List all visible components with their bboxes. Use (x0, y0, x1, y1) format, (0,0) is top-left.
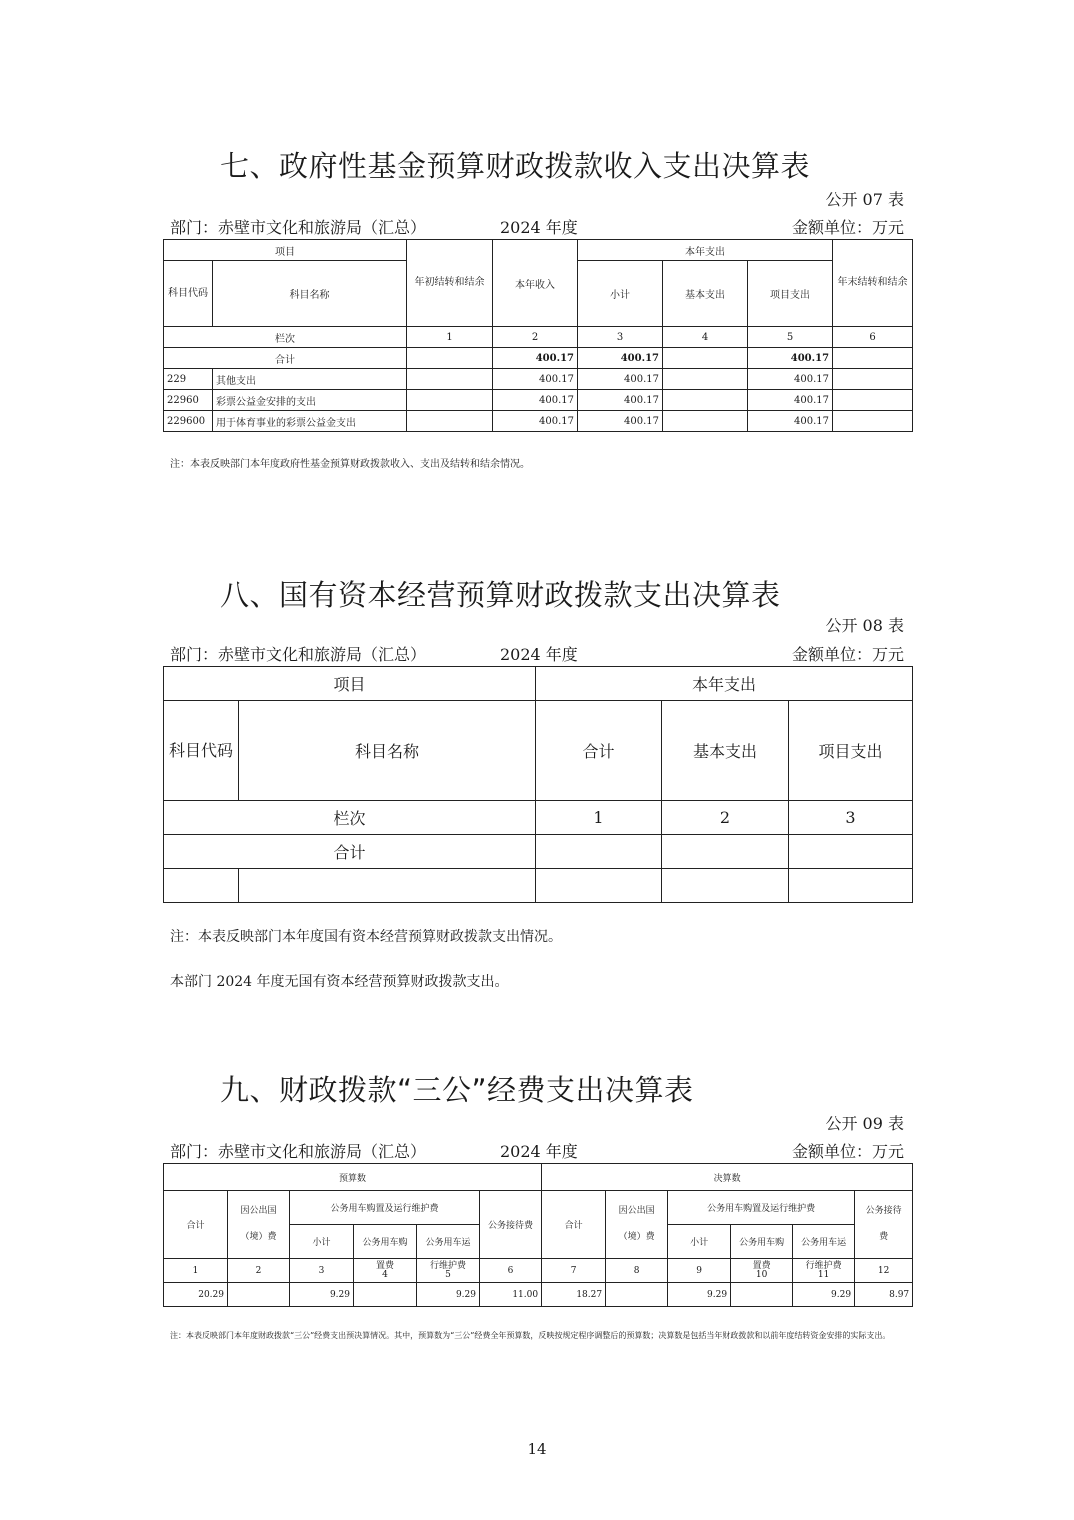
section7-table-code: 公开 07 表 (825, 190, 904, 209)
cell-begin (407, 411, 493, 432)
empty-cell (536, 869, 662, 903)
column-number: 1 (407, 327, 493, 348)
value-cell: 11.00 (480, 1283, 542, 1307)
empty-cell (164, 869, 239, 903)
column-number: 6 (480, 1259, 542, 1283)
section7-meta (170, 215, 904, 238)
header-begin-balance: 年初结转和结余 (407, 240, 493, 327)
header-subtotal: 小计 (668, 1225, 731, 1259)
value-cell: 8.97 (855, 1283, 913, 1307)
header-car-buy-line2: 置费 (375, 1260, 394, 1271)
amount-unit: 金额单位：万元 (791, 645, 904, 664)
column-number: 3 (290, 1259, 354, 1283)
header-total: 合计 (536, 701, 662, 801)
column-number (417, 1259, 480, 1283)
subject-name: 彩票公益金安排的支出 (213, 390, 407, 411)
fiscal-year: 2024 年度 (500, 1142, 578, 1161)
state-capital-table (163, 666, 913, 903)
section9-title: 九、财政拨款“三公”经费支出决算表 (220, 1073, 694, 1107)
three-public-expense-table (163, 1163, 913, 1307)
section7-note: 注：本表反映部门本年度政府性基金预算财政拨款收入、支出及结转和结余情况。 (170, 459, 530, 470)
value-cell (606, 1283, 668, 1307)
header-end-balance: 年末结转和结余 (833, 240, 913, 327)
column-number (731, 1259, 793, 1283)
amount-unit: 金额单位：万元 (791, 218, 904, 237)
value-cell: 9.29 (290, 1283, 354, 1307)
empty-cell (239, 869, 536, 903)
column-number (354, 1259, 417, 1283)
cell-income: 400.17 (493, 390, 578, 411)
department: 部门：赤壁市文化和旅游局（汇总） (170, 645, 427, 664)
header-budget: 预算数 (164, 1164, 542, 1191)
header-car: 公务用车购置及运行维护费 (290, 1191, 480, 1225)
header-reception (855, 1191, 913, 1259)
header-income: 本年收入 (493, 240, 578, 327)
section8-note: 注：本表反映部门本年度国有资本经营预算财政拨款支出情况。 (170, 929, 562, 945)
section8-table-code: 公开 08 表 (825, 616, 904, 635)
cell-subtotal: 400.17 (578, 369, 663, 390)
department: 部门：赤壁市文化和旅游局（汇总） (170, 218, 427, 237)
empty-cell (662, 869, 789, 903)
column-number: 3 (578, 327, 663, 348)
table-row (164, 869, 913, 903)
column-number: 3 (789, 801, 913, 835)
header-reception: 公务接待费 (480, 1191, 542, 1259)
value-cell: 18.27 (542, 1283, 606, 1307)
section8-note2: 本部门 2024 年度无国有资本经营预算财政拨款支出。 (170, 974, 509, 990)
total-begin (407, 348, 493, 369)
cell-project: 400.17 (748, 369, 833, 390)
column-number-value: 4 (382, 1269, 388, 1280)
header-subject-name: 科目名称 (239, 701, 536, 801)
table-row (164, 390, 913, 411)
column-number: 1 (164, 1259, 228, 1283)
page-number: 14 (527, 1440, 547, 1458)
header-car-run: 公务用车运 (793, 1225, 855, 1259)
cell-end (833, 369, 913, 390)
total-project: 400.17 (748, 348, 833, 369)
header-expense: 本年支出 (536, 667, 913, 701)
header-project: 项目支出 (748, 261, 833, 327)
department: 部门：赤壁市文化和旅游局（汇总） (170, 1142, 427, 1161)
column-number-value: 11 (817, 1269, 830, 1280)
cell-basic (663, 411, 748, 432)
government-fund-table (163, 239, 913, 432)
header-abroad-line1: 因公出国 (618, 1206, 655, 1217)
header-expense: 本年支出 (578, 240, 833, 261)
column-number: 2 (493, 327, 578, 348)
header-total: 合计 (542, 1191, 606, 1259)
cell-basic (663, 390, 748, 411)
subject-code: 229 (164, 369, 213, 390)
amount-unit: 金额单位：万元 (791, 1142, 904, 1161)
values-row (164, 1283, 913, 1307)
value-cell: 9.29 (793, 1283, 855, 1307)
table-row (164, 369, 913, 390)
cell-income: 400.17 (493, 411, 578, 432)
total-subtotal: 400.17 (578, 348, 663, 369)
fiscal-year: 2024 年度 (500, 218, 578, 237)
value-cell (731, 1283, 793, 1307)
value-cell: 9.29 (668, 1283, 731, 1307)
header-subtotal: 小计 (290, 1225, 354, 1259)
total-cell (789, 835, 913, 869)
header-abroad-line2: （境）费 (618, 1231, 655, 1242)
subject-name: 其他支出 (213, 369, 407, 390)
total-end (833, 348, 913, 369)
section7-title: 七、政府性基金预算财政拨款收入支出决算表 (220, 149, 811, 183)
total-label: 合计 (164, 348, 407, 369)
header-subject-code: 科目代码 (164, 261, 213, 327)
header-final: 决算数 (542, 1164, 913, 1191)
total-basic (663, 348, 748, 369)
column-number: 5 (748, 327, 833, 348)
header-car-run-line2: 行维护费 (429, 1260, 466, 1271)
header-subtotal: 小计 (578, 261, 663, 327)
header-basic: 基本支出 (663, 261, 748, 327)
header-abroad (228, 1191, 290, 1259)
header-item: 项目 (164, 667, 536, 701)
header-car-run: 公务用车运 (417, 1225, 480, 1259)
cell-project: 400.17 (748, 390, 833, 411)
section8-meta (170, 642, 904, 665)
cell-subtotal: 400.17 (578, 411, 663, 432)
header-project: 项目支出 (789, 701, 913, 801)
total-income: 400.17 (493, 348, 578, 369)
column-number-value: 10 (755, 1269, 768, 1280)
column-number-value: 5 (445, 1269, 451, 1280)
header-abroad-line1: 因公出国 (240, 1206, 277, 1217)
column-number: 6 (833, 327, 913, 348)
total-cell (536, 835, 662, 869)
section8-title: 八、国有资本经营预算财政拨款支出决算表 (220, 578, 781, 612)
header-subject-code: 科目代码 (164, 701, 239, 801)
cell-begin (407, 369, 493, 390)
value-cell: 20.29 (164, 1283, 228, 1307)
header-subject-name: 科目名称 (213, 261, 407, 327)
subject-code: 22960 (164, 390, 213, 411)
value-cell (228, 1283, 290, 1307)
total-cell (662, 835, 789, 869)
cell-project: 400.17 (748, 411, 833, 432)
header-car-buy: 公务用车购 (354, 1225, 417, 1259)
value-cell: 9.29 (417, 1283, 480, 1307)
header-reception-line2: 费 (879, 1231, 889, 1242)
total-label: 合计 (164, 835, 536, 869)
column-number: 8 (606, 1259, 668, 1283)
header-car: 公务用车购置及运行维护费 (668, 1191, 855, 1225)
header-abroad (606, 1191, 668, 1259)
column-number-label: 栏次 (164, 801, 536, 835)
column-number: 9 (668, 1259, 731, 1283)
cell-end (833, 390, 913, 411)
section9-note: 注：本表反映部门本年度财政拨款“三公”经费支出预决算情况。其中，预算数为“三公”经费全年预算数，反映按规定程序调整后的预算数；决算数是包括当年财政拨款和以前年度结转资金安排的实际支出。 (170, 1331, 891, 1340)
column-number: 1 (536, 801, 662, 835)
cell-income: 400.17 (493, 369, 578, 390)
header-item: 项目 (164, 240, 407, 261)
column-number: 12 (855, 1259, 913, 1283)
header-car-buy-line2: 置费 (752, 1260, 771, 1271)
header-abroad-line2: （境）费 (240, 1231, 277, 1242)
header-car-run-line2: 行维护费 (805, 1260, 842, 1271)
subject-code: 229600 (164, 411, 213, 432)
section9-meta (170, 1139, 904, 1162)
header-basic: 基本支出 (662, 701, 789, 801)
column-number (793, 1259, 855, 1283)
column-number: 7 (542, 1259, 606, 1283)
column-number: 2 (228, 1259, 290, 1283)
column-number-label: 栏次 (164, 327, 407, 348)
header-reception-line1: 公务接待 (865, 1206, 902, 1217)
total-row (164, 348, 913, 369)
section9-table-code: 公开 09 表 (825, 1114, 904, 1133)
empty-cell (789, 869, 913, 903)
fiscal-year: 2024 年度 (500, 645, 578, 664)
value-cell (354, 1283, 417, 1307)
cell-basic (663, 369, 748, 390)
header-car-buy: 公务用车购 (731, 1225, 793, 1259)
table-row (164, 411, 913, 432)
subject-name: 用于体育事业的彩票公益金支出 (213, 411, 407, 432)
cell-begin (407, 390, 493, 411)
total-row (164, 835, 913, 869)
column-number: 2 (662, 801, 789, 835)
cell-subtotal: 400.17 (578, 390, 663, 411)
cell-end (833, 411, 913, 432)
column-number: 4 (663, 327, 748, 348)
header-total: 合计 (164, 1191, 228, 1259)
